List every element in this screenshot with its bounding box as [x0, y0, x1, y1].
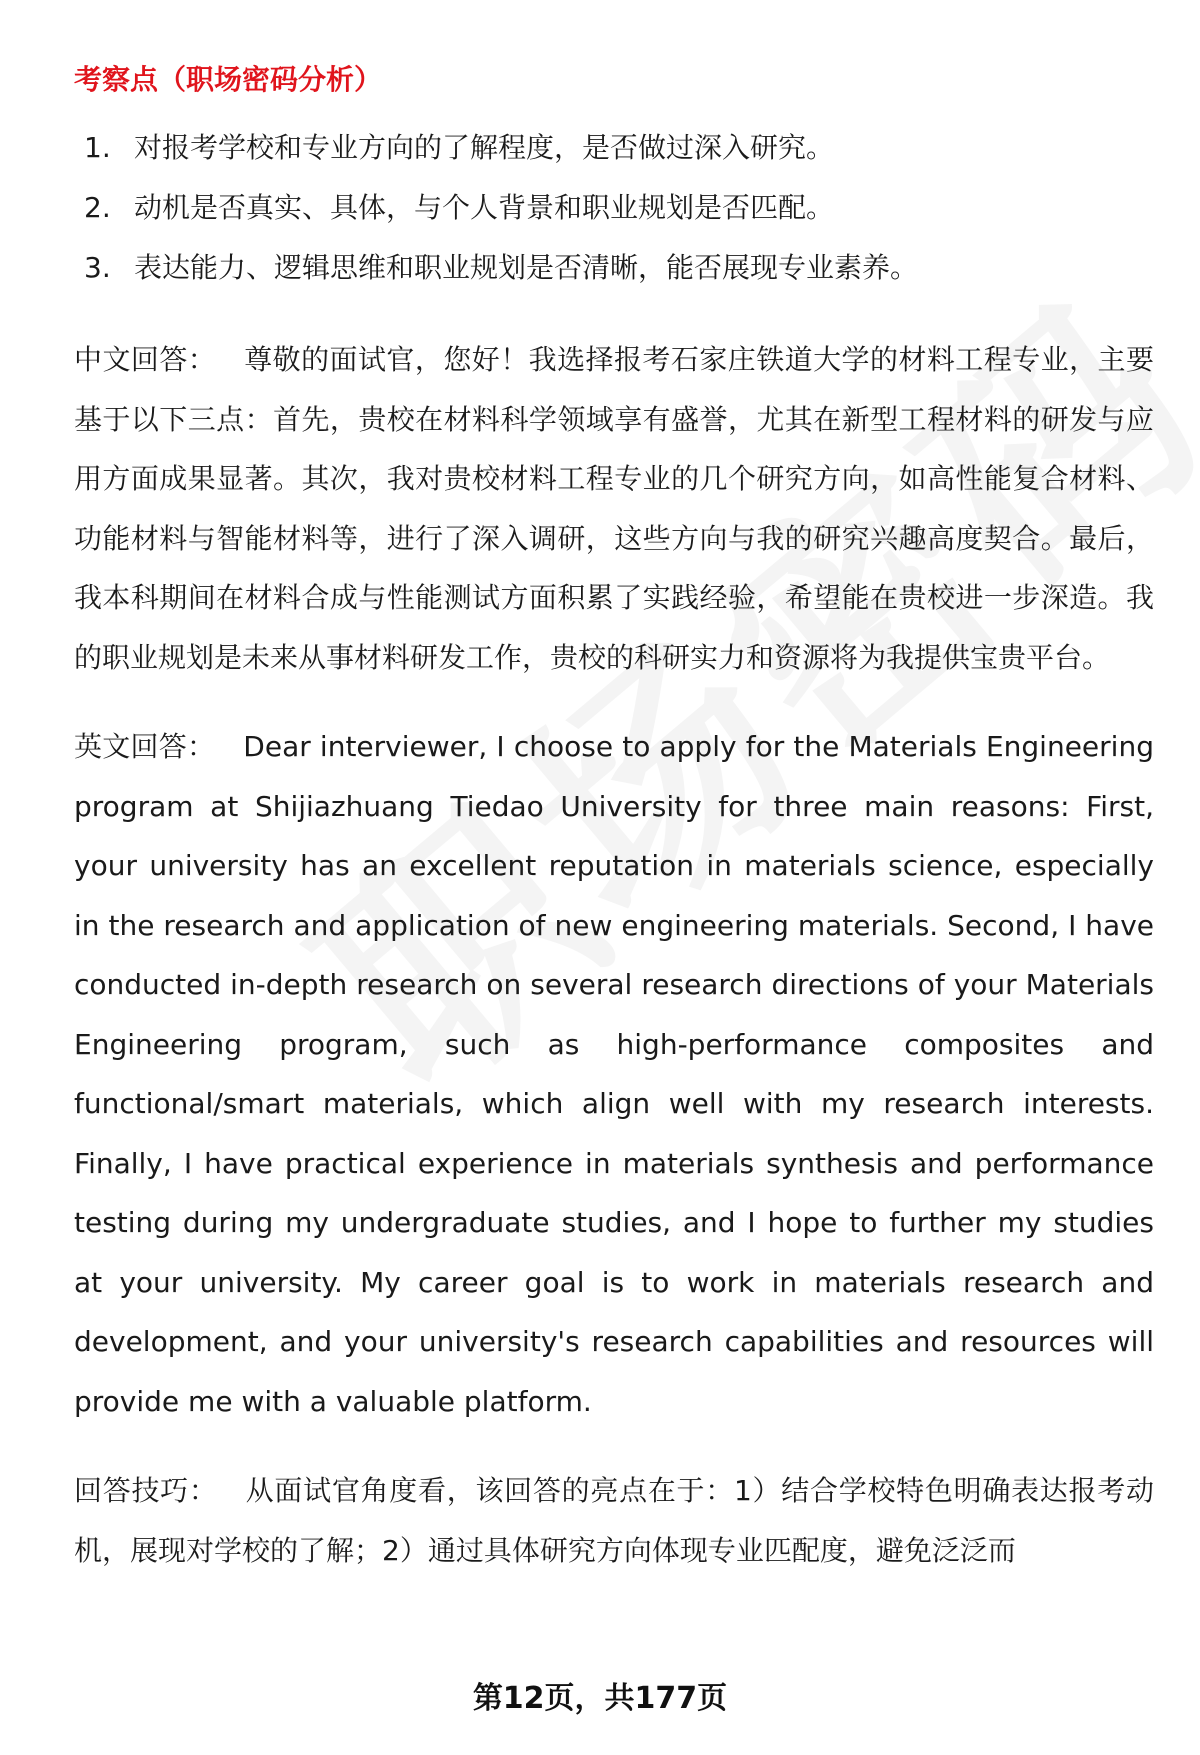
list-item — [74, 238, 1154, 298]
list-item — [74, 178, 1154, 238]
list-text: 动机是否真实、具体，与个人背景和职业规划是否匹配。 — [134, 191, 835, 224]
english-answer — [74, 717, 1154, 1431]
list-text: 对报考学校和专业方向的了解程度，是否做过深入研究。 — [134, 131, 835, 164]
page-footer: 第12页，共177页 — [472, 1681, 728, 1716]
assessment-points-list — [74, 118, 1154, 298]
list-number: 3. — [84, 251, 111, 284]
chinese-answer — [74, 330, 1154, 687]
section-title: 考察点（职场密码分析） — [74, 63, 383, 96]
chinese-answer-text: 尊敬的面试官，您好！我选择报考石家庄铁道大学的材料工程专业，主要基于以下三点：首先，贵校在材料科学领域享有盛誉，尤其在新型工程材料的研发与应用方面成果显著。其次，我对贵校材料工程专业的几个研究方向，如高性能复合材料、功能材料与智能材料等，进行了深入调研，这些方向与我的研究兴趣高度契合。最后，我本科期间在材料合成与性能测试方面积累了实践经验，希望能在贵校进一步深造。我的职业规划是未来从事材料研发工作，贵校的科研实力和资源将为我提供宝贵平台。 — [74, 343, 1154, 674]
chinese-answer-label: 中文回答： — [74, 343, 217, 376]
english-answer-label: 英文回答： — [74, 730, 216, 763]
answer-tips-label: 回答技巧： — [74, 1474, 218, 1507]
document-body — [74, 56, 1154, 1580]
answer-tips — [74, 1461, 1154, 1580]
list-number: 1. — [84, 131, 111, 164]
answer-tips-text: 从面试官角度看，该回答的亮点在于：1）结合学校特色明确表达报考动机，展现对学校的了解；2）通过具体研究方向体现专业匹配度，避免泛泛而 — [74, 1474, 1154, 1567]
list-text: 表达能力、逻辑思维和职业规划是否清晰，能否展现专业素养。 — [134, 251, 919, 284]
english-answer-text: Dear interviewer, I choose to apply for the Materials Engineering program at Shijiazhuang Tiedao University for three main reasons: First, your university has an excellent reputation in materials science, especially in the research and application of new engineering materials. Second, I have conducted in-depth research on several research directions of your Materials Engineering program, such as high-performance composites and functional/smart materials, which align well with my research interests. Finally, I have practical experience in materials synthesis and performance testing during my undergraduate studies, and I hope to further my studies at your university. My career goal is to work in materials research and development, and your university's research capabilities and resources will provide me with a valuable platform. — [74, 730, 1154, 1418]
list-number: 2. — [84, 191, 111, 224]
list-item — [74, 118, 1154, 178]
